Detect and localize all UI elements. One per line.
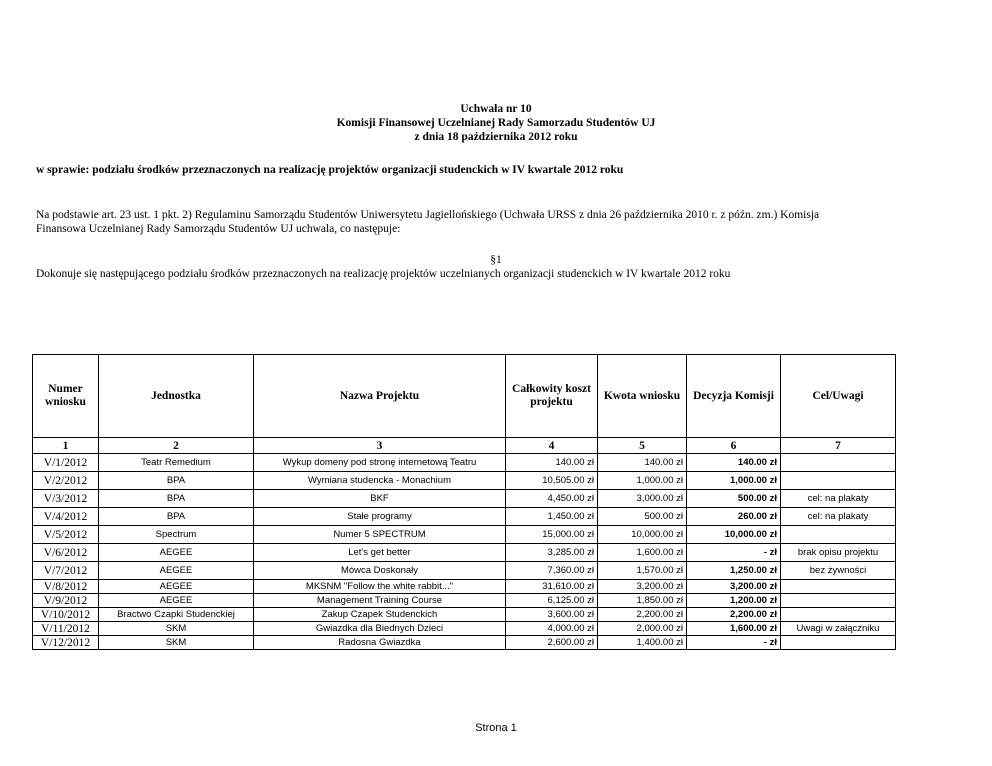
cell-total-cost: 15,000.00 zł <box>506 526 598 544</box>
cell-notes <box>781 454 896 472</box>
header-project-name: Nazwa Projektu <box>254 355 506 438</box>
cell-project-name: Numer 5 SPECTRUM <box>254 526 506 544</box>
cell-requested-amount: 3,200.00 zł <box>598 580 687 594</box>
column-number-row <box>33 438 896 454</box>
cell-unit-name: AEGEE <box>99 594 254 608</box>
cell-total-cost: 140.00 zł <box>506 454 598 472</box>
table-row <box>33 544 896 562</box>
resolution-subject: w sprawie: podziału środków przeznaczonych na realizację projektów organizacji studenckich w IV kwartale 2012 roku <box>36 164 624 176</box>
cell-project-name: Management Training Course <box>254 594 506 608</box>
table-row <box>33 608 896 622</box>
page-footer: Strona 1 <box>475 722 517 734</box>
cell-request-number: V/9/2012 <box>33 594 99 608</box>
legal-basis-line2: Finansowa Uczelnianej Rady Samorządu Studentów UJ uchwala, co następuje: <box>36 223 401 235</box>
decision-text: Dokonuje się następującego podziału środków przeznaczonych na realizację projektów uczelnianych organizacji studenckich w IV kwartale 2012 roku <box>36 268 731 280</box>
cell-total-cost: 2,600.00 zł <box>506 636 598 650</box>
cell-requested-amount: 1,000.00 zł <box>598 472 687 490</box>
cell-requested-amount: 10,000.00 zł <box>598 526 687 544</box>
cell-request-number: V/12/2012 <box>33 636 99 650</box>
cell-unit-name: Teatr Remedium <box>99 454 254 472</box>
header-unit: Jednostka <box>99 355 254 438</box>
cell-requested-amount: 500.00 zł <box>598 508 687 526</box>
cell-project-name: Let's get better <box>254 544 506 562</box>
cell-notes: Uwagi w załączniku <box>781 622 896 636</box>
cell-total-cost: 3,285.00 zł <box>506 544 598 562</box>
cell-unit-name: Spectrum <box>99 526 254 544</box>
cell-request-number: V/2/2012 <box>33 472 99 490</box>
cell-notes <box>781 580 896 594</box>
cell-committee-decision: 1,200.00 zł <box>687 594 781 608</box>
cell-requested-amount: 2,200.00 zł <box>598 608 687 622</box>
cell-project-name: Wykup domeny pod stronę internetową Teatru <box>254 454 506 472</box>
legal-basis-line1: Na podstawie art. 23 ust. 1 pkt. 2) Regulaminu Samorządu Studentów Uniwersytetu Jagiellońskiego (Uchwała URSS z dnia 26 października 2010 r. z późn. zm.) Komisja <box>36 209 820 221</box>
allocation-table <box>32 354 896 650</box>
cell-request-number: V/1/2012 <box>33 454 99 472</box>
cell-project-name: BKF <box>254 490 506 508</box>
cell-committee-decision: 10,000.00 zł <box>687 526 781 544</box>
cell-project-name: MKSNM "Follow the white rabbit..." <box>254 580 506 594</box>
cell-committee-decision: 1,250.00 zł <box>687 562 781 580</box>
cell-request-number: V/7/2012 <box>33 562 99 580</box>
cell-project-name: Stałe programy <box>254 508 506 526</box>
cell-total-cost: 6,125.00 zł <box>506 594 598 608</box>
column-number: 7 <box>781 438 896 454</box>
cell-unit-name: BPA <box>99 490 254 508</box>
column-number: 3 <box>254 438 506 454</box>
cell-requested-amount: 3,000.00 zł <box>598 490 687 508</box>
table-row <box>33 526 896 544</box>
cell-notes <box>781 472 896 490</box>
cell-notes <box>781 594 896 608</box>
cell-notes <box>781 526 896 544</box>
cell-requested-amount: 1,570.00 zł <box>598 562 687 580</box>
cell-total-cost: 10,505.00 zł <box>506 472 598 490</box>
cell-unit-name: AEGEE <box>99 562 254 580</box>
cell-request-number: V/4/2012 <box>33 508 99 526</box>
column-number: 1 <box>33 438 99 454</box>
cell-unit-name: AEGEE <box>99 544 254 562</box>
column-number: 2 <box>99 438 254 454</box>
column-number: 6 <box>687 438 781 454</box>
cell-request-number: V/6/2012 <box>33 544 99 562</box>
column-number: 4 <box>506 438 598 454</box>
cell-total-cost: 4,450.00 zł <box>506 490 598 508</box>
header-notes: Cel/Uwagi <box>781 355 896 438</box>
cell-committee-decision: 500.00 zł <box>687 490 781 508</box>
cell-unit-name: SKM <box>99 636 254 650</box>
cell-project-name: Radosna Gwiazdka <box>254 636 506 650</box>
table-row <box>33 580 896 594</box>
cell-project-name: Mówca Doskonały <box>254 562 506 580</box>
table-row <box>33 454 896 472</box>
table-row <box>33 472 896 490</box>
cell-request-number: V/8/2012 <box>33 580 99 594</box>
cell-notes: cel: na plakaty <box>781 508 896 526</box>
cell-total-cost: 4,000.00 zł <box>506 622 598 636</box>
table-header-row <box>33 355 896 438</box>
cell-request-number: V/11/2012 <box>33 622 99 636</box>
cell-request-number: V/3/2012 <box>33 490 99 508</box>
cell-committee-decision: - zł <box>687 544 781 562</box>
cell-project-name: Zakup Czapek Studenckich <box>254 608 506 622</box>
cell-requested-amount: 140.00 zł <box>598 454 687 472</box>
cell-committee-decision: 1,000.00 zł <box>687 472 781 490</box>
cell-committee-decision: 1,600.00 zł <box>687 622 781 636</box>
cell-total-cost: 7,360.00 zł <box>506 562 598 580</box>
cell-request-number: V/5/2012 <box>33 526 99 544</box>
cell-project-name: Wymiana studencka - Monachium <box>254 472 506 490</box>
table-row <box>33 562 896 580</box>
cell-total-cost: 3,600.00 zł <box>506 608 598 622</box>
cell-project-name: Gwiazdka dla Biednych Dzieci <box>254 622 506 636</box>
resolution-date: z dnia 18 października 2012 roku <box>414 131 578 143</box>
table-row <box>33 508 896 526</box>
cell-committee-decision: 260.00 zł <box>687 508 781 526</box>
table-row <box>33 622 896 636</box>
cell-total-cost: 31,610.00 zł <box>506 580 598 594</box>
paragraph-sign: §1 <box>490 254 502 266</box>
table-row <box>33 636 896 650</box>
cell-committee-decision: 3,200.00 zł <box>687 580 781 594</box>
cell-requested-amount: 1,850.00 zł <box>598 594 687 608</box>
table-row <box>33 594 896 608</box>
header-total-cost: Całkowity koszt projektu <box>506 355 598 438</box>
cell-notes: bez żywności <box>781 562 896 580</box>
cell-unit-name: SKM <box>99 622 254 636</box>
header-committee-decision: Decyzja Komisji <box>687 355 781 438</box>
cell-requested-amount: 1,600.00 zł <box>598 544 687 562</box>
cell-total-cost: 1,450.00 zł <box>506 508 598 526</box>
table-row <box>33 490 896 508</box>
resolution-title: Uchwała nr 10 <box>460 103 532 115</box>
cell-notes <box>781 636 896 650</box>
cell-notes: brak opisu projektu <box>781 544 896 562</box>
column-number: 5 <box>598 438 687 454</box>
cell-unit-name: BPA <box>99 508 254 526</box>
cell-committee-decision: 140.00 zł <box>687 454 781 472</box>
cell-committee-decision: - zł <box>687 636 781 650</box>
cell-requested-amount: 2,000.00 zł <box>598 622 687 636</box>
cell-notes <box>781 608 896 622</box>
cell-request-number: V/10/2012 <box>33 608 99 622</box>
cell-committee-decision: 2,200.00 zł <box>687 608 781 622</box>
cell-unit-name: BPA <box>99 472 254 490</box>
committee-name: Komisji Finansowej Uczelnianej Rady Samorzadu Studentów UJ <box>336 117 656 129</box>
cell-unit-name: AEGEE <box>99 580 254 594</box>
cell-unit-name: Bractwo Czapki Studenckiej <box>99 608 254 622</box>
cell-requested-amount: 1,400.00 zł <box>598 636 687 650</box>
cell-notes: cel: na plakaty <box>781 490 896 508</box>
header-request-number: Numer wniosku <box>33 355 99 438</box>
header-requested-amount: Kwota wniosku <box>598 355 687 438</box>
